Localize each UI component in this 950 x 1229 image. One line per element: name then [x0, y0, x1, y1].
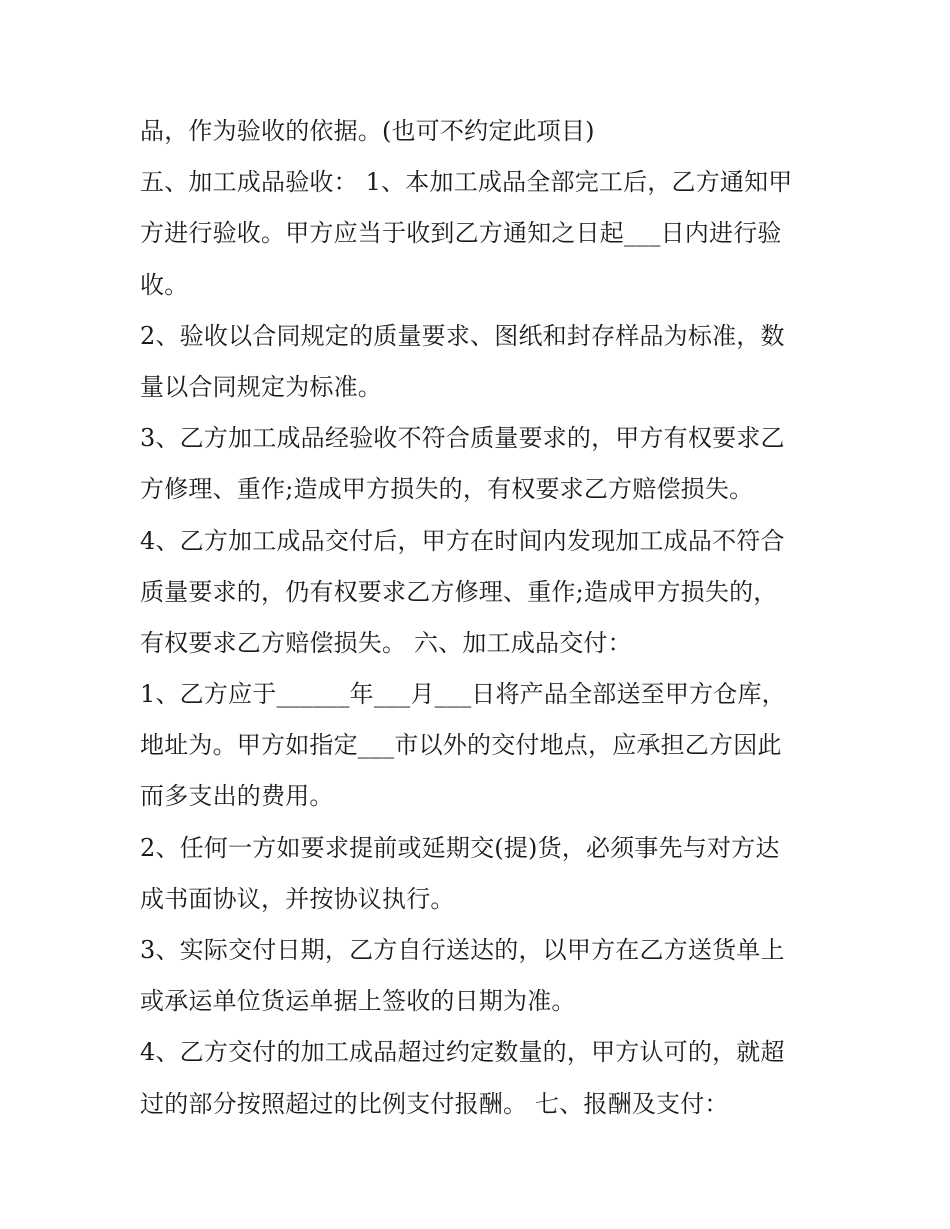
text-line: 1、乙方应于______年___月___日将产品全部送至甲方仓库，: [140, 680, 786, 709]
text-line: 过的部分按照超过的比例支付报酬。 七、报酬及支付：: [140, 1089, 729, 1118]
text-line: 2、验收以合同规定的质量要求、图纸和封存样品为标准，数: [140, 321, 785, 350]
text-line: 3、乙方加工成品经验收不符合质量要求的，甲方有权要求乙: [140, 424, 785, 453]
text-line: 质量要求的，仍有权要求乙方修理、重作;造成甲方损失的，: [140, 577, 778, 606]
text-line: 4、乙方交付的加工成品超过约定数量的，甲方认可的，就超: [140, 1038, 785, 1067]
text-line: 而多支出的费用。: [140, 782, 334, 811]
text-line: 成书面协议，并按协议执行。: [140, 884, 455, 913]
text-line: 量以合同规定为标准。: [140, 372, 382, 401]
document-body: [140, 106, 820, 1130]
text-line: 或承运单位货运单据上签收的日期为准。: [140, 987, 576, 1016]
text-line: 地址为。甲方如指定___市以外的交付地点，应承担乙方因此: [140, 731, 782, 760]
text-line: 收。: [140, 270, 189, 299]
text-line: 4、乙方加工成品交付后，甲方在时间内发现加工成品不符合: [140, 526, 785, 555]
text-line: 3、实际交付日期，乙方自行送达的，以甲方在乙方送货单上: [140, 936, 785, 964]
text-line: 有权要求乙方赔偿损失。 六、加工成品交付：: [140, 628, 632, 657]
text-line: 五、加工成品验收： 1、本加工成品全部完工后，乙方通知甲: [140, 168, 793, 197]
text-line: 方进行验收。甲方应当于收到乙方通知之日起___日内进行验: [140, 219, 782, 248]
text-line: 2、任何一方如要求提前或延期交(提)货，必须事先与对方达: [140, 833, 780, 862]
text-line: 方修理、重作;造成甲方损失的，有权要求乙方赔偿损失。: [140, 475, 754, 504]
text-line: 品，作为验收的依据。(也可不约定此项目): [140, 117, 595, 145]
